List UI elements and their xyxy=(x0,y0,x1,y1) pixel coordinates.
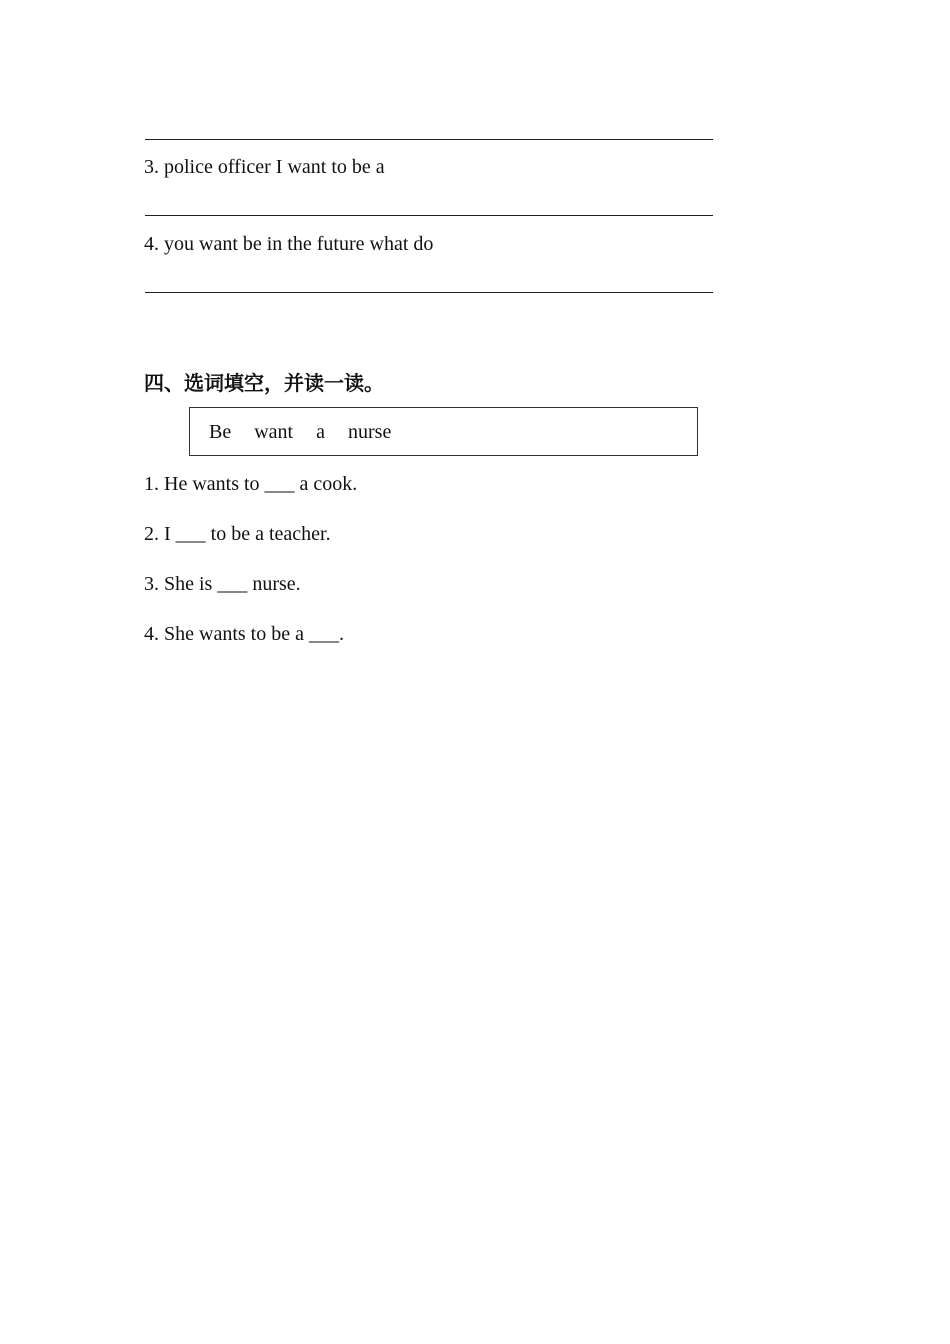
fill-item-4: 4. She wants to be a ___. xyxy=(144,623,344,645)
word-bank-item: want xyxy=(254,421,294,443)
word-bank-box xyxy=(189,407,698,456)
answer-line-4[interactable] xyxy=(145,292,713,293)
section-heading: 四、选词填空，并读一读。 xyxy=(144,371,384,395)
word-bank-item: nurse xyxy=(348,421,392,443)
fill-item-3: 3. She is ___ nurse. xyxy=(144,573,301,595)
answer-line-3[interactable] xyxy=(145,215,713,216)
fill-item-2: 2. I ___ to be a teacher. xyxy=(144,523,331,545)
word-bank-item: a xyxy=(316,421,325,443)
reorder-item-3: 3. police officer I want to be a xyxy=(144,156,385,178)
reorder-item-4: 4. you want be in the future what do xyxy=(144,233,434,255)
answer-line-2[interactable] xyxy=(145,139,713,140)
fill-item-1: 1. He wants to ___ a cook. xyxy=(144,473,358,495)
word-bank xyxy=(209,420,409,444)
word-bank-item: Be xyxy=(209,421,232,443)
